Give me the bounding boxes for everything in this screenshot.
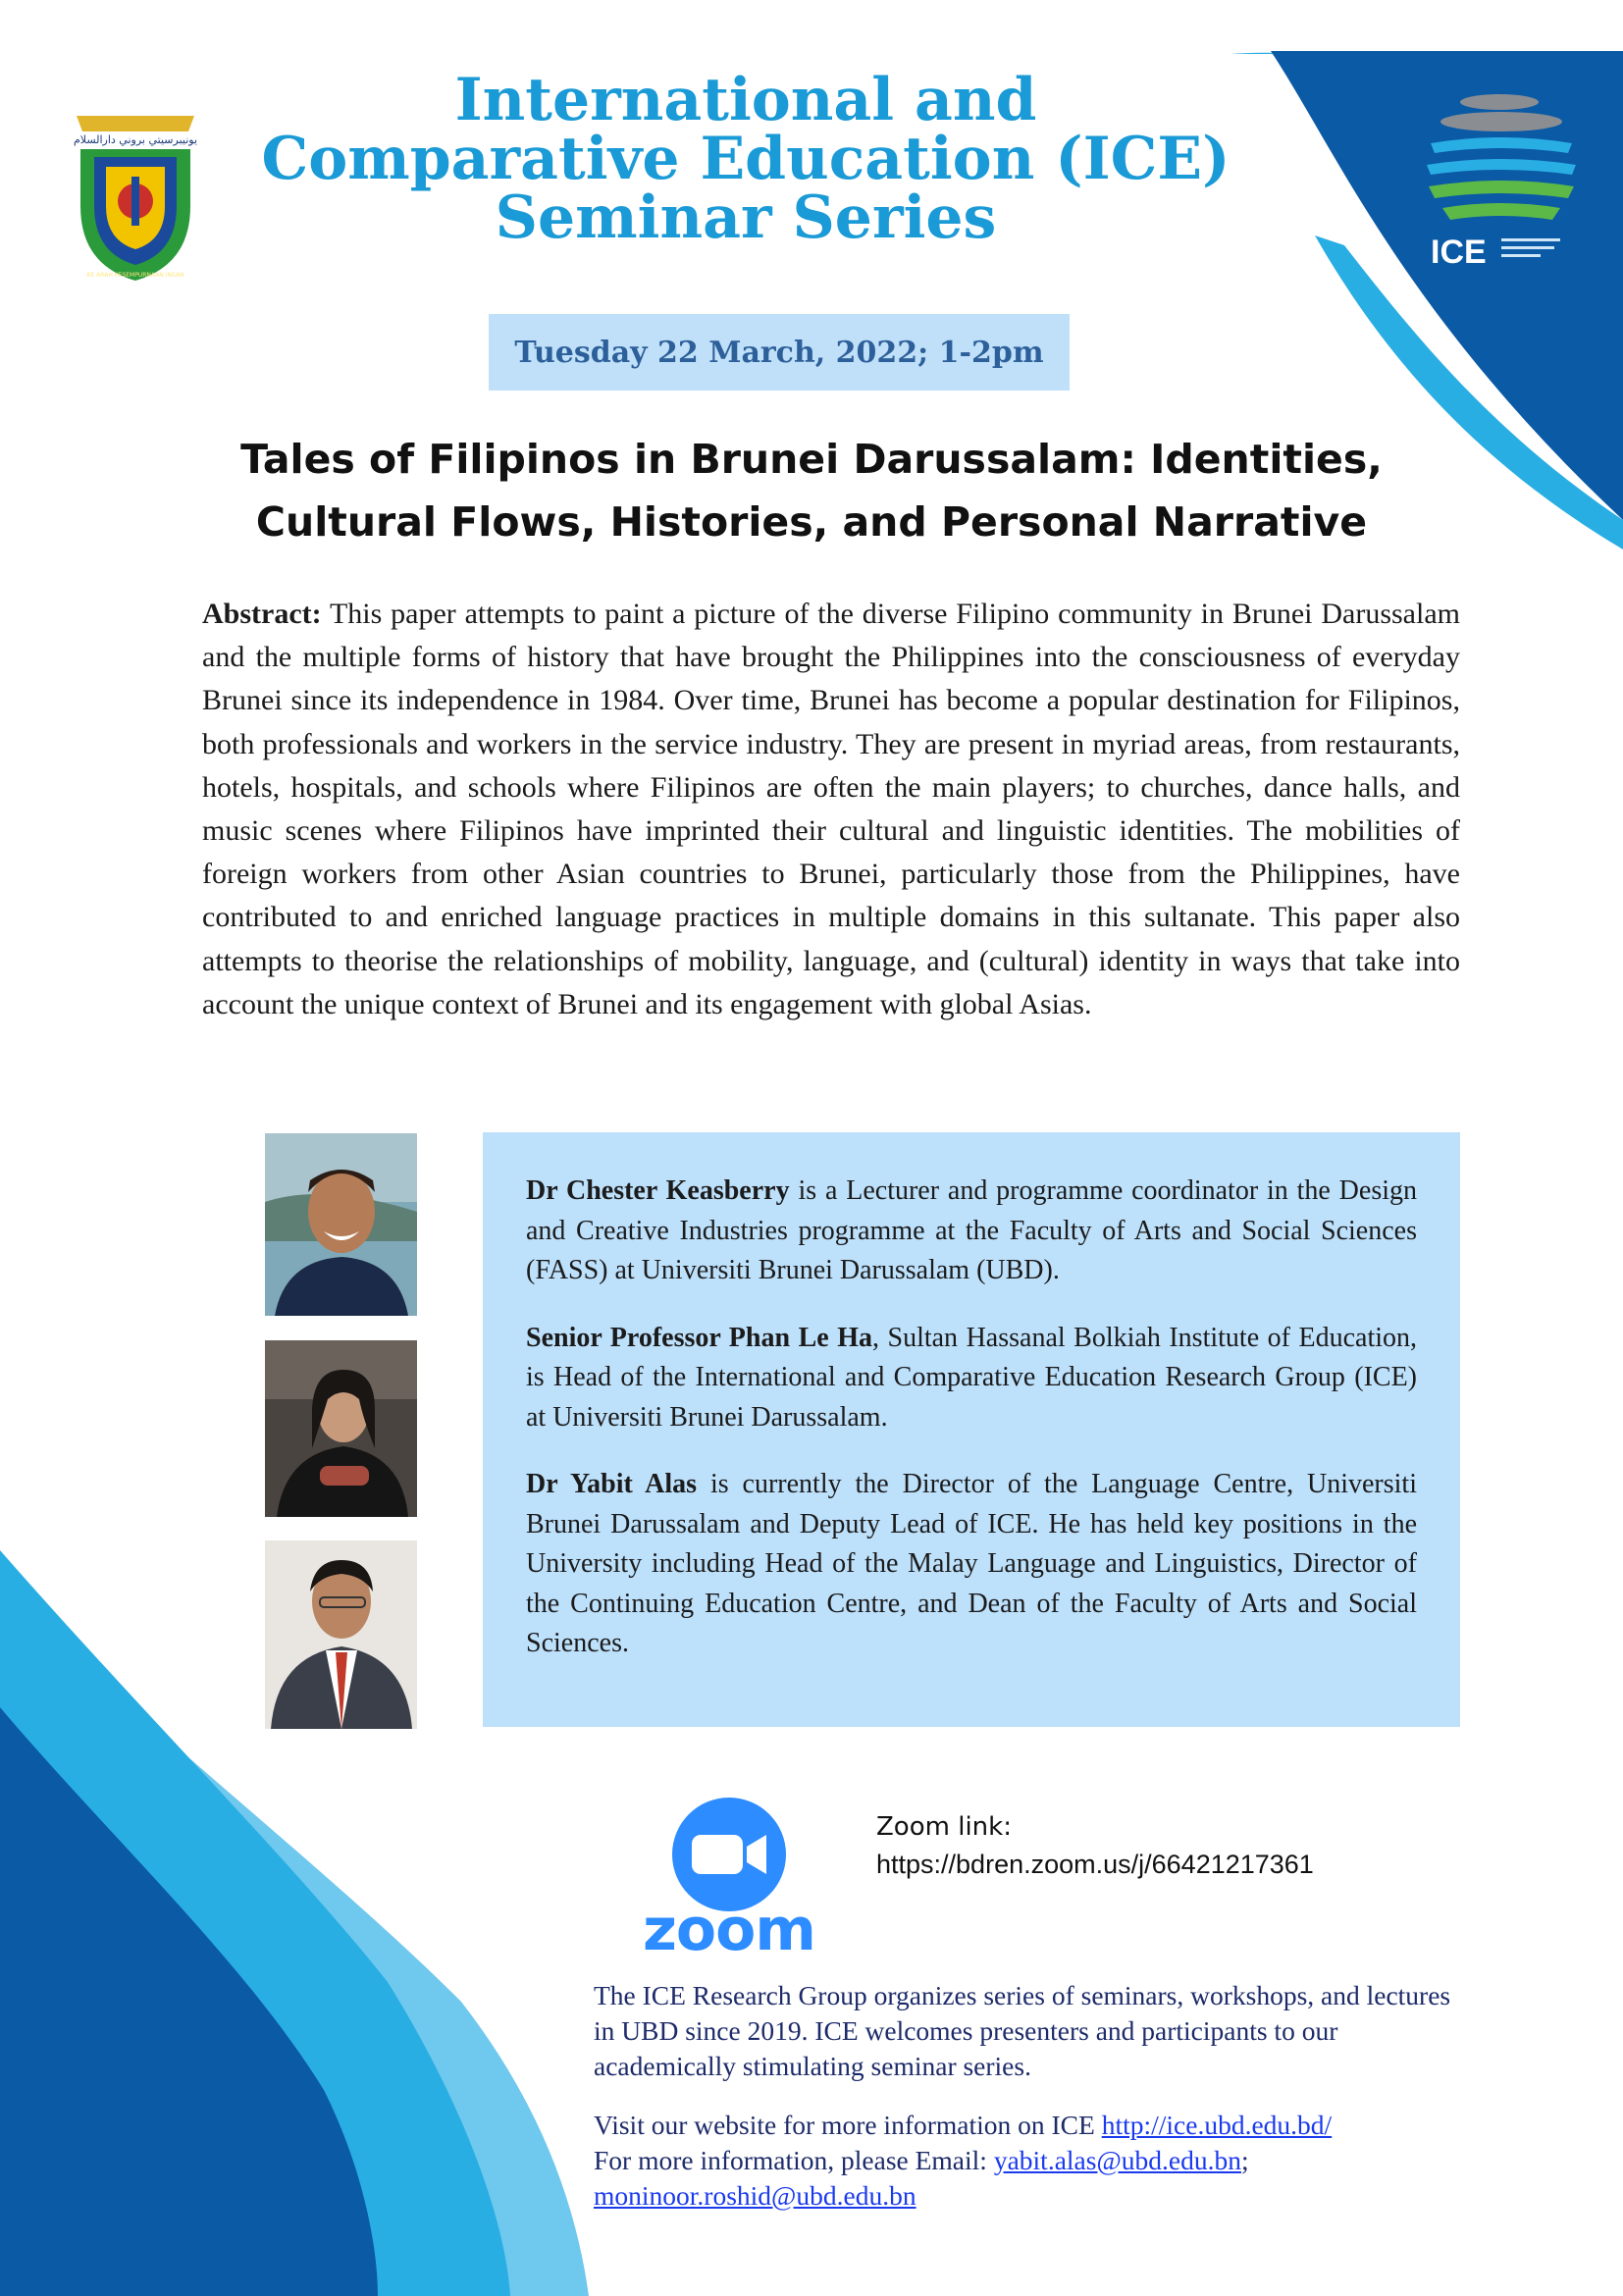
speaker-bio: is a Lecturer and programme coordinator in the Design and Creative Industries programme at the Faculty of Arts and Social Sciences (FASS) at Universiti Brunei Darussalam (UBD). xyxy=(526,1175,1418,1285)
speaker-photo-phan-le-ha xyxy=(265,1340,417,1517)
bio-phan-le-ha xyxy=(526,1319,1417,1438)
abstract-paragraph xyxy=(202,593,1460,1026)
email-text: For more information, please Email: xyxy=(594,2145,987,2175)
website-text: Visit our website for more information on ICE xyxy=(594,2110,1095,2140)
ubd-motto-text: KE ARAH KESEMPURNAAN INSAN xyxy=(86,272,184,279)
speaker-photo-yabit-alas xyxy=(265,1540,417,1729)
abstract-text: This paper attempts to paint a picture of the diverse Filipino community in Brunei Darussalam and the multiple forms of history that have brought the Philippines into the consciousness of everyday Brunei since its independence in 1984. Over time, Brunei has become a popular destination for Filipinos, both professionals and workers in the service industry. They are present in myriad areas, from restaurants, hotels, hospitals, and schools where Filipinos are often the main players; to churches, dance halls, and music scenes where Filipinos have imprinted their cultural and linguistic identities. The mobilities of foreign workers from other Asian countries to Brunei, particularly those from the Philippines, have contributed to and enriched language practices in multiple domains in this sultanate. This paper also attempts to theorise the relationships of mobility, language, and (cultural) identity in ways that take into account the unique context of Brunei and its engagement with global Asias. xyxy=(202,598,1460,1020)
bio-yabit-alas xyxy=(526,1465,1417,1664)
info-block xyxy=(594,1978,1477,2214)
zoom-logo-text: zoom xyxy=(643,1896,815,1964)
bio-chester-keasberry xyxy=(526,1172,1417,1291)
event-date-box: Tuesday 22 March, 2022; 1-2pm xyxy=(489,314,1070,391)
zoom-link-url[interactable]: https://bdren.zoom.us/j/66421217361 xyxy=(876,1850,1314,1879)
speaker-name: Dr Chester Keasberry xyxy=(526,1175,790,1206)
zoom-link-label: Zoom link: xyxy=(876,1812,1012,1842)
talk-title xyxy=(147,428,1476,553)
talk-title-line-1: Tales of Filipinos in Brunei Darussalam: Identities, xyxy=(240,436,1383,483)
email-line xyxy=(594,2143,1477,2178)
speaker-name: Dr Yabit Alas xyxy=(526,1469,698,1499)
speaker-name: Senior Professor Phan Le Ha xyxy=(526,1322,872,1353)
ubd-arabic-text: يونيبرسيتي بروني دارالسلام xyxy=(73,133,198,146)
speaker-bio: , Sultan Hassanal Bolkiah Institute of Education, is Head of the International and Comparative Education Research Group (ICE) at Universiti Brunei Darussalam. xyxy=(526,1322,1418,1433)
abstract-label: Abstract: xyxy=(202,598,322,630)
website-link[interactable]: http://ice.ubd.edu.bd/ xyxy=(1101,2110,1333,2140)
ice-logo-text: ICE xyxy=(1431,234,1487,271)
email-line-2 xyxy=(594,2178,1477,2214)
seminar-series-title xyxy=(255,66,1236,252)
title-line-1: International and xyxy=(454,66,1037,134)
talk-title-line-2: Cultural Flows, Histories, and Personal Narrative xyxy=(255,498,1368,546)
email-link-moninoor[interactable]: moninoor.roshid@ubd.edu.bn xyxy=(594,2180,916,2211)
title-line-3: Seminar Series xyxy=(495,183,997,252)
ice-logo xyxy=(1413,78,1590,275)
title-line-2: Comparative Education (ICE) xyxy=(261,125,1230,193)
website-line xyxy=(594,2108,1477,2143)
email-separator: ; xyxy=(1240,2145,1249,2175)
ubd-logo xyxy=(67,98,204,285)
ice-about-text: The ICE Research Group organizes series of seminars, workshops, and lectures in UBD since 2019. ICE welcomes presenters and participants to our academically stimulating seminar series. xyxy=(594,1980,1451,2081)
speaker-bios-box xyxy=(483,1132,1460,1727)
speaker-photo-chester-keasberry xyxy=(265,1133,417,1316)
email-link-yabit[interactable]: yabit.alas@ubd.edu.bn xyxy=(993,2145,1241,2175)
speaker-bio: is currently the Director of the Language Centre, Universiti Brunei Darussalam and Deputy Lead of ICE. He has held key positions in the University including Head of the Malay Language and Linguistics, Director of the Continuing Education Centre, and Dean of the Faculty of Arts and Social Sciences. xyxy=(526,1469,1417,1658)
